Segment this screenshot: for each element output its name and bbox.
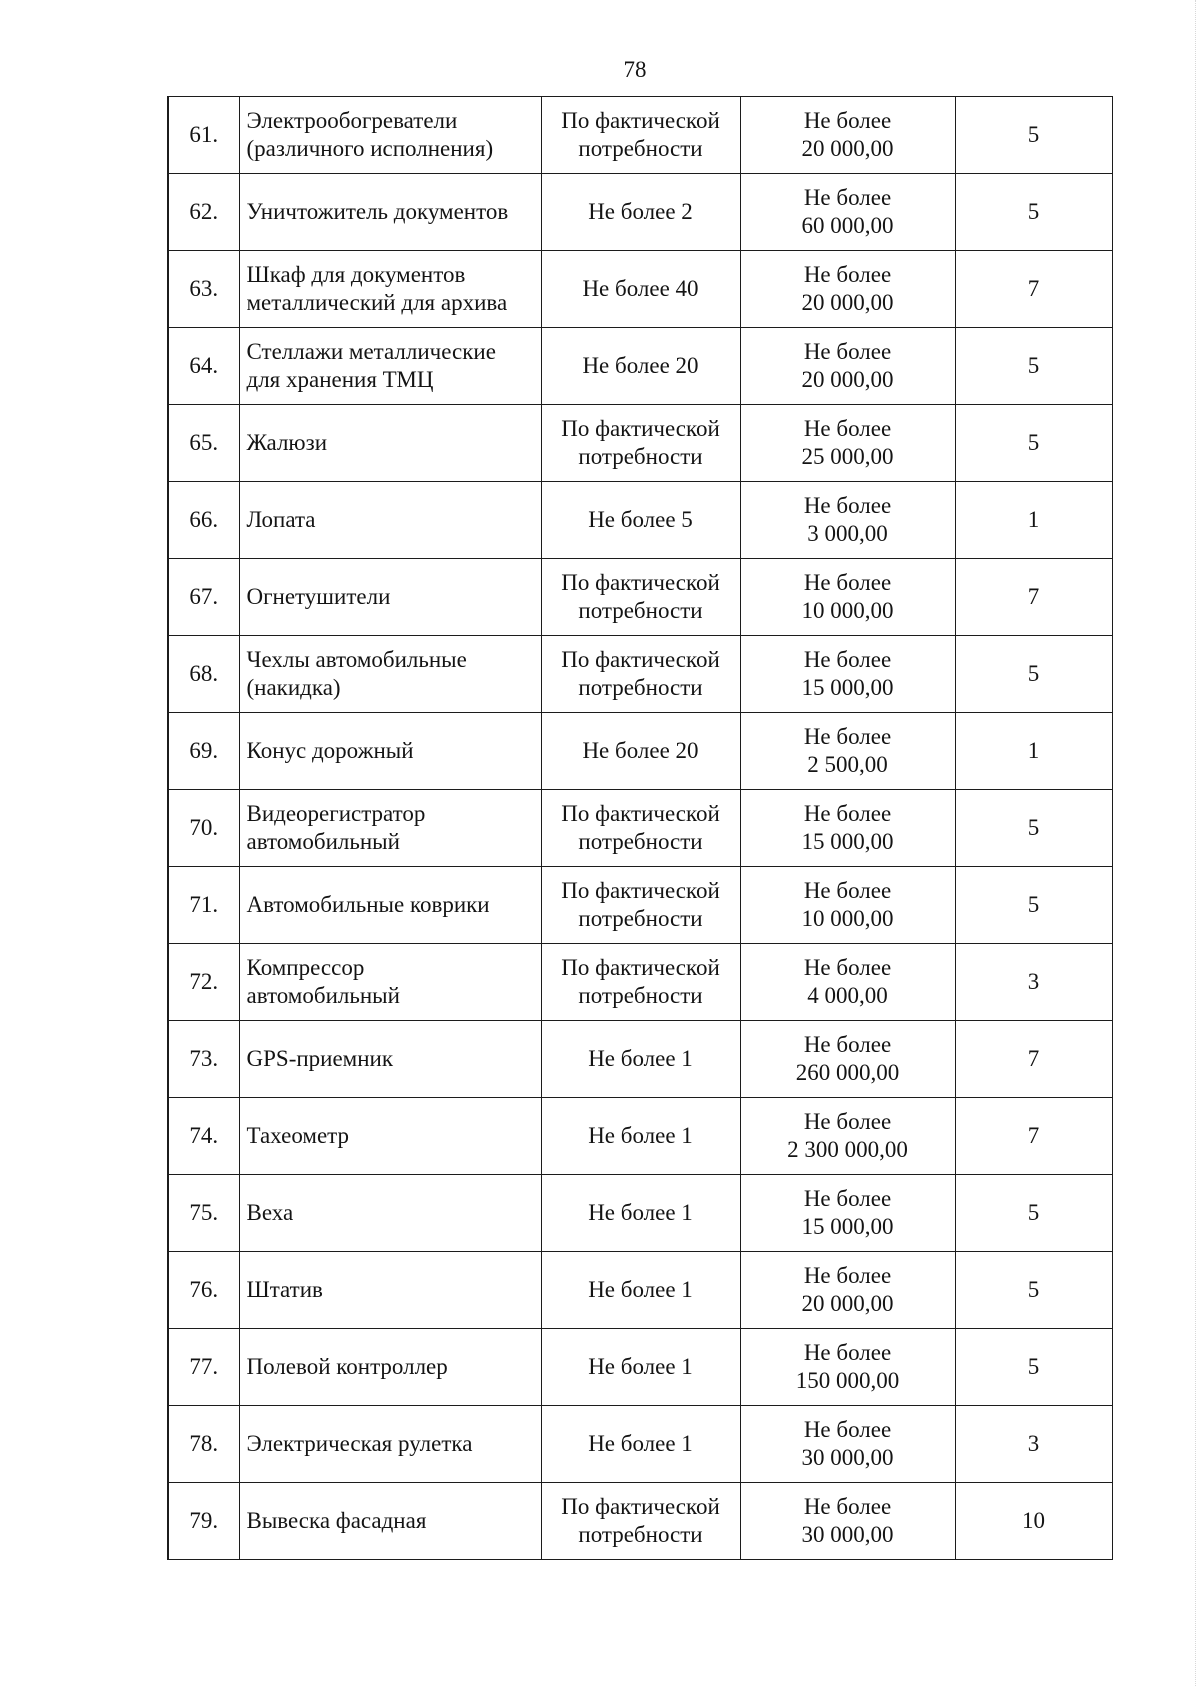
period-cell: 10	[955, 1483, 1112, 1560]
price-cell: Не более 10 000,00	[740, 867, 955, 944]
row-number-cell: 74.	[168, 1098, 239, 1175]
period-cell: 5	[955, 405, 1112, 482]
row-number-cell: 67.	[168, 559, 239, 636]
row-number-cell: 75.	[168, 1175, 239, 1252]
row-number-cell: 62.	[168, 174, 239, 251]
quantity-cell: Не более 20	[541, 328, 740, 405]
table-row	[168, 482, 1112, 559]
period-cell: 3	[955, 1406, 1112, 1483]
price-cell: Не более 3 000,00	[740, 482, 955, 559]
table-row	[168, 1252, 1112, 1329]
item-name-cell: Электрическая рулетка	[239, 1406, 541, 1483]
row-number-cell: 66.	[168, 482, 239, 559]
row-number-cell: 76.	[168, 1252, 239, 1329]
row-number-cell: 64.	[168, 328, 239, 405]
quantity-cell: Не более 5	[541, 482, 740, 559]
item-name-cell: Вывеска фасадная	[239, 1483, 541, 1560]
table-row	[168, 1021, 1112, 1098]
quantity-cell: Не более 1	[541, 1329, 740, 1406]
period-cell: 5	[955, 1252, 1112, 1329]
table-row	[168, 1483, 1112, 1560]
table-row	[168, 1329, 1112, 1406]
price-cell: Не более 20 000,00	[740, 328, 955, 405]
row-number-cell: 71.	[168, 867, 239, 944]
period-cell: 1	[955, 713, 1112, 790]
price-cell: Не более 20 000,00	[740, 251, 955, 328]
price-cell: Не более 260 000,00	[740, 1021, 955, 1098]
price-cell: Не более 10 000,00	[740, 559, 955, 636]
row-number-cell: 78.	[168, 1406, 239, 1483]
price-cell: Не более 15 000,00	[740, 790, 955, 867]
quantity-cell: По фактической потребности	[541, 944, 740, 1021]
period-cell: 1	[955, 482, 1112, 559]
quantity-cell: Не более 1	[541, 1098, 740, 1175]
scan-edge-line	[1194, 0, 1196, 1686]
item-name-cell: GPS-приемник	[239, 1021, 541, 1098]
item-name-cell: Полевой контроллер	[239, 1329, 541, 1406]
quantity-cell: Не более 1	[541, 1406, 740, 1483]
period-cell: 5	[955, 790, 1112, 867]
table-row	[168, 251, 1112, 328]
price-cell: Не более 2 300 000,00	[740, 1098, 955, 1175]
table-row	[168, 559, 1112, 636]
quantity-cell: Не более 2	[541, 174, 740, 251]
price-cell: Не более 60 000,00	[740, 174, 955, 251]
row-number-cell: 73.	[168, 1021, 239, 1098]
item-name-cell: Видеорегистратор автомобильный	[239, 790, 541, 867]
quantity-cell: По фактической потребности	[541, 867, 740, 944]
row-number-cell: 61.	[168, 97, 239, 174]
row-number-cell: 72.	[168, 944, 239, 1021]
item-name-cell: Стеллажи металлические для хранения ТМЦ	[239, 328, 541, 405]
page-number: 78	[623, 57, 647, 82]
period-cell: 5	[955, 174, 1112, 251]
table-row	[168, 174, 1112, 251]
items-table	[167, 96, 1113, 1560]
price-cell: Не более 20 000,00	[740, 1252, 955, 1329]
row-number-cell: 63.	[168, 251, 239, 328]
quantity-cell: Не более 1	[541, 1021, 740, 1098]
period-cell: 5	[955, 867, 1112, 944]
quantity-cell: Не более 1	[541, 1252, 740, 1329]
quantity-cell: Не более 40	[541, 251, 740, 328]
period-cell: 5	[955, 636, 1112, 713]
quantity-cell: По фактической потребности	[541, 1483, 740, 1560]
price-cell: Не более 4 000,00	[740, 944, 955, 1021]
item-name-cell: Жалюзи	[239, 405, 541, 482]
row-number-cell: 70.	[168, 790, 239, 867]
table-row	[168, 944, 1112, 1021]
table-row	[168, 867, 1112, 944]
period-cell: 5	[955, 1329, 1112, 1406]
table-row	[168, 636, 1112, 713]
item-name-cell: Уничтожитель документов	[239, 174, 541, 251]
row-number-cell: 65.	[168, 405, 239, 482]
quantity-cell: По фактической потребности	[541, 97, 740, 174]
price-cell: Не более 30 000,00	[740, 1483, 955, 1560]
price-cell: Не более 2 500,00	[740, 713, 955, 790]
table-row	[168, 790, 1112, 867]
item-name-cell: Конус дорожный	[239, 713, 541, 790]
period-cell: 3	[955, 944, 1112, 1021]
row-number-cell: 69.	[168, 713, 239, 790]
price-cell: Не более 25 000,00	[740, 405, 955, 482]
price-cell: Не более 15 000,00	[740, 1175, 955, 1252]
table-row	[168, 1406, 1112, 1483]
row-number-cell: 79.	[168, 1483, 239, 1560]
period-cell: 7	[955, 1021, 1112, 1098]
item-name-cell: Штатив	[239, 1252, 541, 1329]
quantity-cell: По фактической потребности	[541, 405, 740, 482]
row-number-cell: 77.	[168, 1329, 239, 1406]
table-row	[168, 97, 1112, 174]
table-row	[168, 405, 1112, 482]
item-name-cell: Электрообогреватели (различного исполнения)	[239, 97, 541, 174]
item-name-cell: Автомобильные коврики	[239, 867, 541, 944]
price-cell: Не более 150 000,00	[740, 1329, 955, 1406]
period-cell: 7	[955, 251, 1112, 328]
price-cell: Не более 15 000,00	[740, 636, 955, 713]
period-cell: 5	[955, 97, 1112, 174]
quantity-cell: Не более 20	[541, 713, 740, 790]
quantity-cell: По фактической потребности	[541, 790, 740, 867]
table-row	[168, 1098, 1112, 1175]
table-row	[168, 1175, 1112, 1252]
quantity-cell: Не более 1	[541, 1175, 740, 1252]
period-cell: 7	[955, 559, 1112, 636]
price-cell: Не более 30 000,00	[740, 1406, 955, 1483]
quantity-cell: По фактической потребности	[541, 559, 740, 636]
price-cell: Не более 20 000,00	[740, 97, 955, 174]
table-row	[168, 328, 1112, 405]
row-number-cell: 68.	[168, 636, 239, 713]
period-cell: 5	[955, 328, 1112, 405]
table-body	[168, 97, 1112, 1560]
item-name-cell: Лопата	[239, 482, 541, 559]
item-name-cell: Огнетушители	[239, 559, 541, 636]
quantity-cell: По фактической потребности	[541, 636, 740, 713]
table-row	[168, 713, 1112, 790]
item-name-cell: Веха	[239, 1175, 541, 1252]
item-name-cell: Компрессор автомобильный	[239, 944, 541, 1021]
item-name-cell: Шкаф для документов металлический для архива	[239, 251, 541, 328]
item-name-cell: Чехлы автомобильные (накидка)	[239, 636, 541, 713]
item-name-cell: Тахеометр	[239, 1098, 541, 1175]
period-cell: 5	[955, 1175, 1112, 1252]
period-cell: 7	[955, 1098, 1112, 1175]
